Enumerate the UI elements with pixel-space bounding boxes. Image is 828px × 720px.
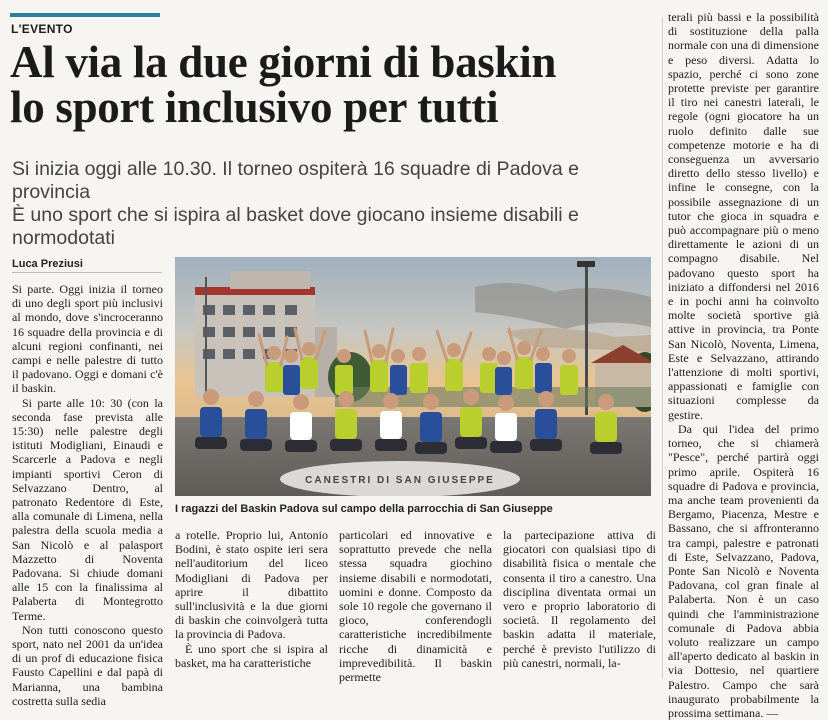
subhead-line-1: Si inizia oggi alle 10.30. Il torneo ospiterà 16 squadre di Padova e provincia: [12, 158, 579, 203]
paragraph: terali più bassi e la possibilità di sostituzione della palla normale con una di dimensione e peso diversi. Adatta lo spazio, perché ci sono zone protette previste per garantire il tiro nei canestri laterali, le regole (ogni giocatore ha un ruolo definito dalle sue competenze motorie e ha di conseguenza un avversario diretto dello stesso livello) e infine le consegne, con la possibile assegnazione di un tutor che gioca in squadra e può accompagnare più o meno direttamente le azioni di un compagno disabile. Nel padovano questo sport ha iniziato a diffondersi nel 2016 e in pochi anni ha coinvolto molte società sportive già attive in provincia, tra Ponte San Nicolò, Noventa, Limena, Este e Selvazzano, attirando l'attenzione di molti sportivi, appassionati e famiglie con situazioni complesse da gestire.: [668, 10, 819, 422]
photo-caption: I ragazzi del Baskin Padova sul campo della parrocchia di San Giuseppe: [175, 503, 553, 515]
headline-line-2: lo sport inclusivo per tutti: [10, 82, 499, 132]
article-column-1: [12, 282, 163, 708]
court-logo-text: CANESTRI DI SAN GIUSEPPE: [305, 475, 495, 486]
section-rule: [10, 13, 160, 17]
paragraph: la partecipazione attiva di giocatori con qualsiasi tipo di disabilità fisica o mentale che consenta il tiro a canestro. Una disciplina diventata ormai un vero e proprio laboratorio di società. Il regolamento del baskin adatta il materiale, perché è previsto l'utilizzo di più canestri, normali, la-: [503, 528, 656, 670]
headline-line-1: Al via la due giorni di baskin: [10, 37, 557, 87]
paragraph: Si parte. Oggi inizia il torneo di uno degli sport più inclusivi al mondo, dove s'incroceranno 16 squadre della provincia e di alcuni regioni confinanti, nei campi e nelle palestre di tutto il padovano. Oggi e domani c'è il baskin.: [12, 282, 163, 396]
article-column-2: [175, 528, 328, 670]
byline-rule: [12, 272, 162, 273]
byline: Luca Preziusi: [12, 258, 83, 270]
subheadline: [12, 158, 662, 250]
section-kicker: L'EVENTO: [11, 22, 73, 36]
article-column-3: [339, 528, 492, 684]
column-divider: [662, 18, 663, 678]
paragraph: È uno sport che si ispira al basket, ma ha caratteristiche: [175, 641, 328, 670]
paragraph: a rotelle. Proprio lui, Antonio Bodini, è stato ospite ieri sera nell'auditorium del liceo Modigliani di Padova per aprire il dibattito sull'inclusività e la due giorni di baskin che coinvolgerà tutta la provincia di Padova.: [175, 528, 328, 642]
paragraph: Da qui l'idea del primo torneo, che si chiamerà "Pesce", perché partirà oggi primo aprile. Ospiterà 16 squadre di Padova e provincia, ma anche team provenienti da Bergamo, Piacenza, Mestre e Bassano, che si affronteranno tra campi, palestre e patronati di Este, Selvazzano, Padova, Ponte San Nicolò e Noventa Padovana, col gran finale al Palaberta. Non è un caso quindi che l'amministrazione comunale di Padova abbia voluto realizzare un campo all'aperto dedicato al baskin in via Dottesio, nel quartiere Palestro. Campo che sarà inaugurato probabilmente la prossima settimana. —: [668, 421, 819, 720]
paragraph: particolari ed innovative e soprattutto prevede che nella stessa squadra giochino insieme disabili e normodotati, uomini e donne. Composto da sole 10 regole che governano il gioco, conferendogli caratteristiche incredibilmente ricche di dinamicità e imprevedibilità. Il baskin permette: [339, 528, 492, 685]
team-photo: [175, 257, 651, 496]
article-column-5: [668, 10, 819, 720]
article-column-4: [503, 528, 656, 670]
paragraph: Si parte alle 10: 30 (con la seconda fase prevista alle 15:30) nelle palestre degli istituti Modigliani, Einaudi e Scarcerle a Padova e negli impianti sportivi Ceron di Selvazzano Dentro, al patronato Redentore di Este, alla comunale di Limena, nella palestra della scuola media a San Nicolò e al palasport Mazzetto di Noventa Padovana. Si chiude domani alle 15 con la finalissima al Palaberta di Montegrotto Terme.: [12, 395, 163, 623]
paragraph: Non tutti conoscono questo sport, nato nel 2001 da un'idea di un prof di educazione fisica Fausto Capellini e dal papà di Marianna, una bambina costretta sulla sedia: [12, 622, 163, 708]
headline: [10, 37, 660, 132]
subhead-line-2: È uno sport che si ispira al basket dove giocano insieme disabili e normodotati: [12, 204, 579, 249]
